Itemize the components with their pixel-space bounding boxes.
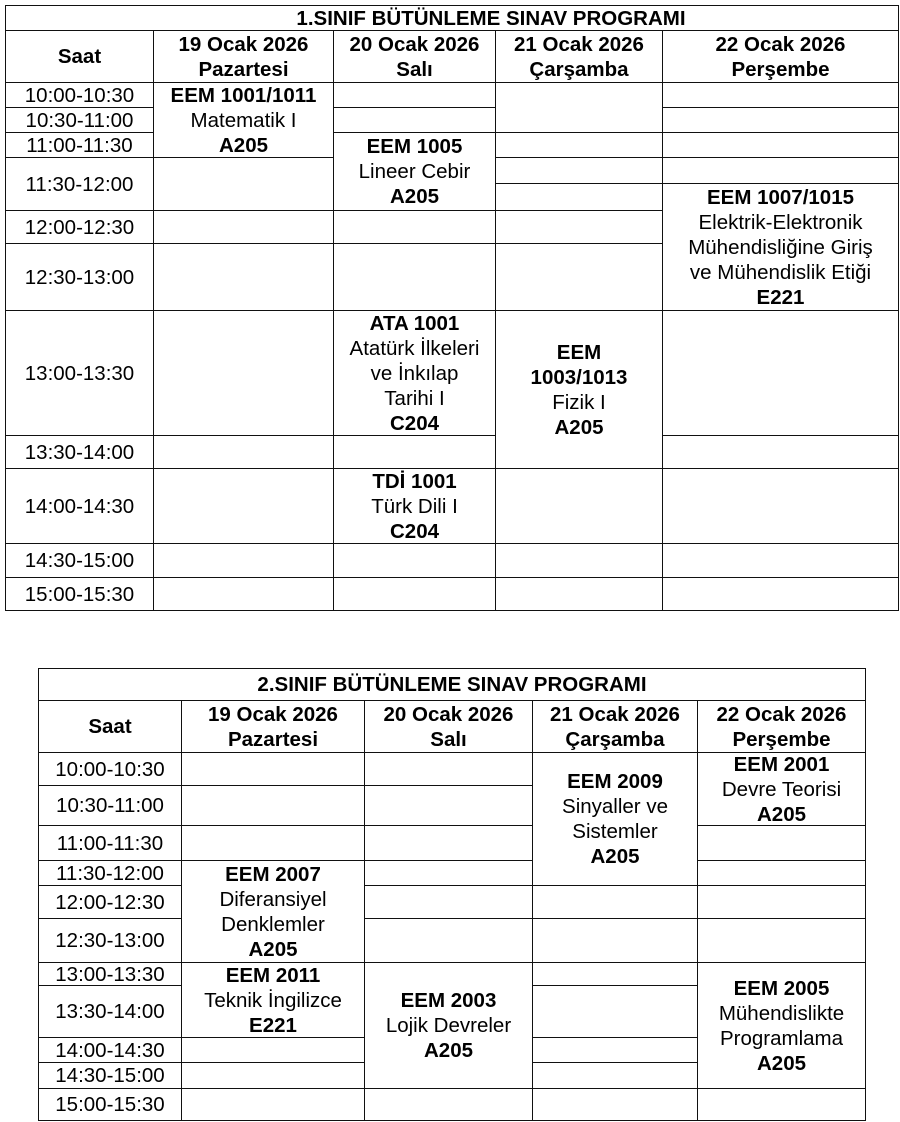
course-code: EEM — [556, 340, 602, 364]
empty-slot — [495, 183, 663, 211]
empty-slot — [662, 577, 899, 611]
day-header-monday — [181, 700, 365, 753]
course-name: Devre Teorisi — [721, 777, 842, 801]
day-header-wednesday — [532, 700, 698, 753]
time-slot: 12:30-13:00 — [38, 918, 182, 963]
course-name: ve İnkılap — [370, 361, 459, 385]
empty-slot — [153, 468, 334, 544]
empty-slot — [495, 577, 663, 611]
saat-header: Saat — [38, 700, 182, 753]
empty-slot — [333, 543, 496, 578]
course-name: Mühendislikte — [718, 1001, 845, 1025]
day-date: 21 Ocak 2026 — [514, 32, 644, 56]
time-slot: 11:00-11:30 — [5, 132, 154, 158]
empty-slot — [662, 132, 899, 158]
exam-room: A205 — [218, 133, 268, 157]
day-weekday: Çarşamba — [529, 57, 629, 81]
empty-slot — [364, 860, 533, 886]
empty-slot — [532, 962, 698, 986]
exam-cell — [181, 962, 365, 1038]
course-name: Programlama — [719, 1026, 844, 1050]
course-name: Diferansiyel — [219, 887, 327, 911]
time-slot: 11:30-12:00 — [38, 860, 182, 886]
exam-room: A205 — [756, 802, 806, 826]
empty-slot — [333, 435, 496, 469]
empty-slot — [333, 107, 496, 133]
exam-cell — [333, 468, 496, 544]
empty-slot — [333, 210, 496, 244]
saat-header: Saat — [5, 30, 154, 83]
time-slot: 10:30-11:00 — [38, 785, 182, 826]
course-code: EEM 2011 — [225, 963, 321, 987]
course-code: ATA 1001 — [369, 311, 460, 335]
day-header-wednesday — [495, 30, 663, 83]
exam-room: A205 — [590, 845, 640, 868]
empty-slot — [153, 543, 334, 578]
course-name: Lojik Devreler — [385, 1014, 512, 1037]
time-slot: 15:00-15:30 — [5, 577, 154, 611]
day-date: 19 Ocak 2026 — [178, 32, 309, 56]
course-name: Tarihi I — [384, 386, 445, 410]
time-slot: 13:00-13:30 — [5, 310, 154, 436]
time-slot: 13:30-14:00 — [5, 435, 154, 469]
day-date: 21 Ocak 2026 — [550, 702, 680, 726]
day-header-monday — [153, 30, 334, 83]
course-name: ve Mühendislik Etiği — [689, 260, 872, 284]
empty-slot — [662, 310, 899, 436]
course-code: EEM 2003 — [400, 989, 497, 1012]
empty-slot — [364, 885, 533, 919]
time-slot: 12:00-12:30 — [5, 210, 154, 244]
time-slot: 11:30-12:00 — [5, 157, 154, 211]
exam-cell — [495, 310, 663, 469]
exam-cell — [333, 310, 496, 436]
empty-slot — [532, 918, 698, 963]
day-header-tuesday — [364, 700, 533, 753]
time-slot: 10:00-10:30 — [38, 752, 182, 786]
empty-slot — [181, 785, 365, 826]
empty-slot — [495, 157, 663, 184]
empty-slot — [662, 157, 899, 184]
exam-room: A205 — [756, 1051, 806, 1075]
empty-slot — [495, 210, 663, 244]
empty-slot — [532, 885, 698, 919]
empty-slot — [364, 1088, 533, 1121]
empty-slot — [697, 860, 866, 886]
time-slot: 11:00-11:30 — [38, 825, 182, 861]
exam-cell — [364, 962, 533, 1089]
time-slot: 13:30-14:00 — [38, 985, 182, 1038]
time-slot: 12:00-12:30 — [38, 885, 182, 919]
empty-slot — [662, 543, 899, 578]
empty-slot — [181, 752, 365, 786]
empty-slot — [153, 310, 334, 436]
course-name: Teknik İngilizce — [204, 988, 342, 1012]
course-code: 1003/1013 — [530, 365, 628, 389]
course-code: EEM 1005 — [366, 135, 463, 158]
empty-slot — [532, 1088, 698, 1121]
exam-room: A205 — [554, 415, 604, 439]
empty-slot — [181, 1037, 365, 1063]
course-name: Lineer Cebir — [358, 160, 471, 183]
course-name: Matematik I — [190, 108, 297, 132]
empty-slot — [495, 543, 663, 578]
empty-slot — [333, 82, 496, 108]
empty-slot — [153, 157, 334, 211]
time-slot: 10:00-10:30 — [5, 82, 154, 108]
course-code: EEM 1001/1011 — [170, 83, 317, 107]
exam-room: E221 — [756, 285, 805, 309]
day-weekday: Salı — [430, 727, 467, 751]
day-date: 20 Ocak 2026 — [349, 32, 480, 56]
time-slot: 14:00-14:30 — [5, 468, 154, 544]
empty-slot — [181, 1062, 365, 1089]
empty-slot — [333, 577, 496, 611]
empty-slot — [532, 1037, 698, 1063]
day-weekday: Çarşamba — [565, 727, 665, 751]
time-slot: 14:30-15:00 — [38, 1062, 182, 1089]
empty-slot — [495, 82, 663, 133]
day-date: 19 Ocak 2026 — [208, 702, 338, 726]
empty-slot — [697, 918, 866, 963]
day-header-tuesday — [333, 30, 496, 83]
course-code: EEM 2005 — [733, 976, 830, 1000]
empty-slot — [153, 577, 334, 611]
empty-slot — [697, 1088, 866, 1121]
course-code: EEM 2001 — [733, 752, 830, 776]
exam-cell — [181, 860, 365, 963]
exam-room: A205 — [423, 1039, 473, 1062]
day-header-thursday — [697, 700, 866, 753]
time-slot: 14:00-14:30 — [38, 1037, 182, 1063]
day-header-thursday — [662, 30, 899, 83]
time-slot: 10:30-11:00 — [5, 107, 154, 133]
day-date: 22 Ocak 2026 — [715, 32, 846, 56]
course-name: Elektrik-Elektronik — [698, 210, 863, 234]
table-title: 2.SINIF BÜTÜNLEME SINAV PROGRAMI — [38, 668, 866, 701]
empty-slot — [532, 985, 698, 1038]
exam-room: E221 — [249, 1013, 297, 1037]
empty-slot — [662, 107, 899, 133]
table-title: 1.SINIF BÜTÜNLEME SINAV PROGRAMI — [5, 5, 899, 31]
course-name: Türk Dili I — [371, 494, 458, 518]
day-weekday: Pazartesi — [198, 57, 289, 81]
time-slot: 12:30-13:00 — [5, 243, 154, 311]
exam-cell — [333, 132, 496, 211]
empty-slot — [495, 468, 663, 544]
course-name: Atatürk İlkeleri — [349, 336, 480, 360]
empty-slot — [153, 210, 334, 244]
day-weekday: Perşembe — [731, 57, 830, 81]
day-weekday: Perşembe — [732, 727, 831, 751]
empty-slot — [495, 243, 663, 311]
empty-slot — [495, 132, 663, 158]
day-date: 22 Ocak 2026 — [716, 702, 847, 726]
time-slot: 15:00-15:30 — [38, 1088, 182, 1121]
exam-room: A205 — [248, 937, 298, 961]
exam-room: A205 — [389, 185, 439, 208]
exam-cell — [697, 962, 866, 1089]
empty-slot — [364, 752, 533, 786]
exam-cell — [153, 82, 334, 158]
exam-cell — [662, 183, 899, 311]
exam-cell — [532, 752, 698, 886]
empty-slot — [662, 435, 899, 469]
empty-slot — [697, 885, 866, 919]
empty-slot — [181, 825, 365, 861]
empty-slot — [364, 918, 533, 963]
exam-room: C204 — [389, 519, 439, 543]
empty-slot — [364, 785, 533, 826]
time-slot: 13:00-13:30 — [38, 962, 182, 986]
day-weekday: Salı — [396, 57, 433, 81]
course-name: Fizik I — [552, 390, 606, 414]
empty-slot — [153, 243, 334, 311]
day-date: 20 Ocak 2026 — [383, 702, 514, 726]
empty-slot — [662, 82, 899, 108]
exam-cell — [697, 752, 866, 826]
course-code: TDİ 1001 — [372, 469, 457, 493]
course-code: EEM 1007/1015 — [706, 185, 855, 209]
empty-slot — [532, 1062, 698, 1089]
course-code: EEM 2007 — [225, 862, 321, 886]
empty-slot — [153, 435, 334, 469]
course-name: Mühendisliğine Giriş — [688, 235, 873, 259]
course-name: Denklemler — [221, 912, 325, 936]
course-name: Sistemler — [572, 820, 658, 843]
empty-slot — [697, 825, 866, 861]
empty-slot — [181, 1088, 365, 1121]
course-name: Sinyaller ve — [562, 795, 668, 818]
time-slot: 14:30-15:00 — [5, 543, 154, 578]
empty-slot — [364, 825, 533, 861]
course-code: EEM 2009 — [567, 770, 663, 793]
empty-slot — [333, 243, 496, 311]
exam-room: C204 — [389, 411, 439, 435]
empty-slot — [662, 468, 899, 544]
day-weekday: Pazartesi — [227, 727, 319, 751]
